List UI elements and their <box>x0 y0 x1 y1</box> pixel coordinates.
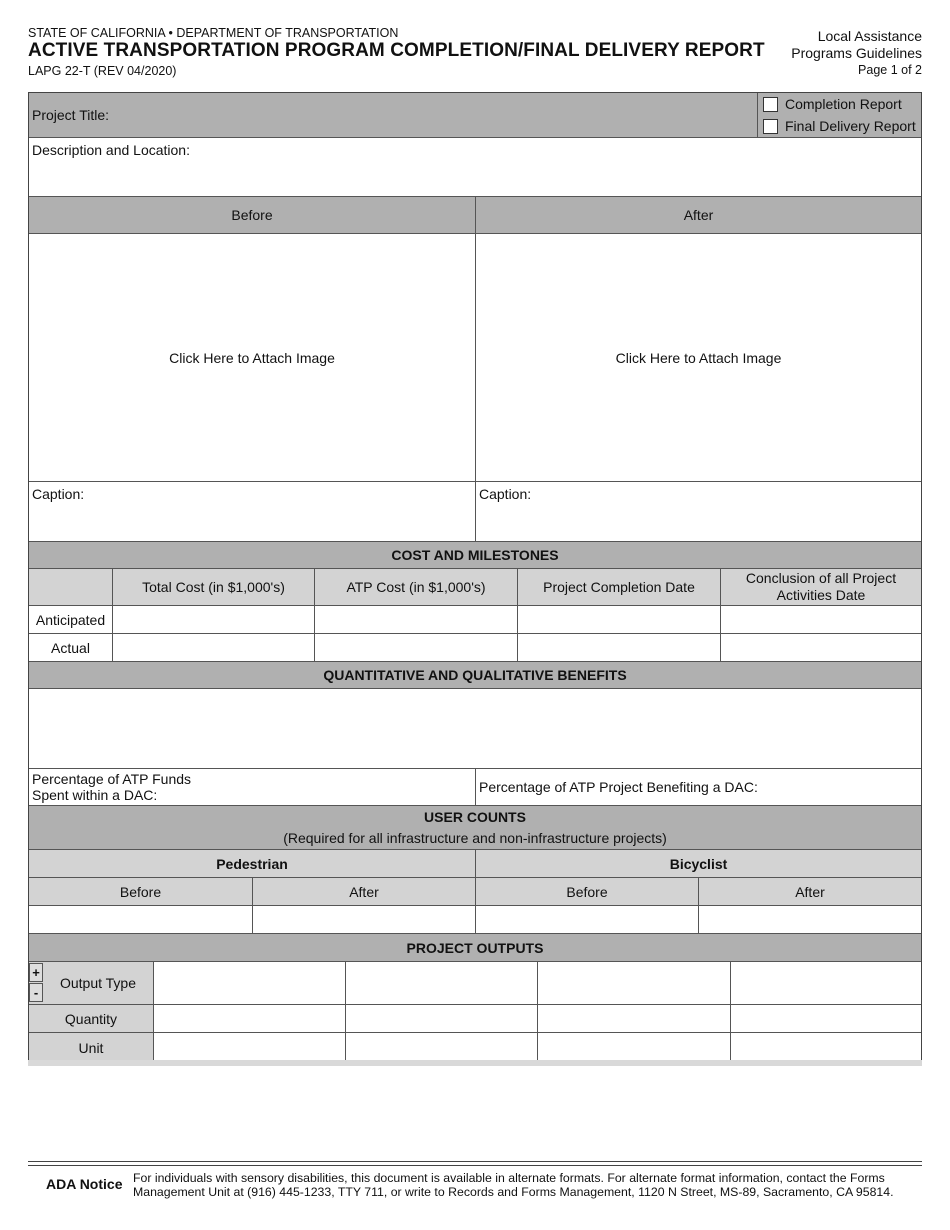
report-type-options <box>758 93 921 137</box>
project-title-row <box>29 93 921 138</box>
bicyclist-after-header: After <box>699 878 921 905</box>
actual-conclusion-date-input[interactable] <box>721 634 921 661</box>
image-row <box>29 234 921 482</box>
form-title: ACTIVE TRANSPORTATION PROGRAM COMPLETION/FINAL DELIVERY REPORT <box>28 40 765 61</box>
after-caption-label: Caption: <box>479 486 532 502</box>
user-counts-subtitle: (Required for all infrastructure and non-infrastructure projects) <box>283 829 667 846</box>
benefits-section-title: QUANTITATIVE AND QUALITATIVE BENEFITS <box>29 662 921 688</box>
cost-section-row <box>29 542 921 569</box>
actual-label: Actual <box>29 634 113 661</box>
output-type-input-3[interactable] <box>538 962 731 1004</box>
pct-project-label: Percentage of ATP Project Benefiting a DAC: <box>479 779 758 795</box>
before-image-attach[interactable]: Click Here to Attach Image <box>29 234 476 481</box>
cost-section-title: COST AND MILESTONES <box>29 542 921 568</box>
output-type-label-cell <box>29 962 154 1004</box>
after-header: After <box>476 197 921 233</box>
anticipated-row <box>29 606 921 634</box>
caption-row <box>29 482 921 542</box>
project-title-label: Project Title: <box>32 107 110 123</box>
user-counts-title: USER COUNTS <box>424 808 526 825</box>
pedestrian-before-header: Before <box>29 878 253 905</box>
count-period-row <box>29 878 921 906</box>
quantity-input-2[interactable] <box>346 1005 538 1032</box>
final-delivery-report-label: Final Delivery Report <box>785 118 916 134</box>
anticipated-completion-date-input[interactable] <box>518 606 721 633</box>
quantity-row <box>29 1005 921 1033</box>
footer-divider-top <box>28 1161 922 1162</box>
bicyclist-before-header: Before <box>476 878 699 905</box>
pedestrian-after-input[interactable] <box>253 906 476 933</box>
completion-report-label: Completion Report <box>785 96 902 112</box>
output-type-input-4[interactable] <box>731 962 921 1004</box>
dac-row <box>29 769 921 806</box>
atp-cost-header: ATP Cost (in $1,000's) <box>315 569 518 605</box>
add-output-button[interactable]: + <box>29 963 43 982</box>
pct-funds-label-line1: Percentage of ATP Funds <box>32 771 192 787</box>
conclusion-date-header: Conclusion of all Project Activities Date <box>721 569 921 605</box>
guidelines-line2: Programs Guidelines <box>791 45 922 61</box>
pct-funds-label-line2: Spent within a DAC: <box>32 787 158 803</box>
benefits-text-field[interactable] <box>29 689 921 768</box>
pedestrian-before-input[interactable] <box>29 906 253 933</box>
outputs-section-title: PROJECT OUTPUTS <box>29 934 921 961</box>
quantity-input-3[interactable] <box>538 1005 731 1032</box>
pedestrian-after-header: After <box>253 878 476 905</box>
image-header-row <box>29 197 921 234</box>
remove-output-button[interactable]: - <box>29 983 43 1002</box>
unit-input-4[interactable] <box>731 1033 921 1062</box>
cost-header-row <box>29 569 921 606</box>
count-input-row <box>29 906 921 934</box>
output-type-input-2[interactable] <box>346 962 538 1004</box>
before-caption-label: Caption: <box>32 486 85 502</box>
description-label: Description and Location: <box>32 142 190 158</box>
cost-corner-cell <box>29 569 113 605</box>
total-cost-header: Total Cost (in $1,000's) <box>113 569 315 605</box>
agency-line: STATE OF CALIFORNIA • DEPARTMENT OF TRANSPORTATION <box>28 26 399 40</box>
unit-input-1[interactable] <box>154 1033 346 1062</box>
quantity-input-1[interactable] <box>154 1005 346 1032</box>
user-counts-section-row <box>29 806 921 850</box>
final-delivery-report-checkbox[interactable] <box>763 119 778 134</box>
table-bottom-shadow <box>28 1060 922 1066</box>
anticipated-total-cost-input[interactable] <box>113 606 315 633</box>
output-type-row <box>29 962 921 1005</box>
user-counts-section <box>29 806 921 849</box>
page-number: Page 1 of 2 <box>858 63 922 77</box>
output-type-input-1[interactable] <box>154 962 346 1004</box>
form-table <box>28 92 922 1063</box>
description-field[interactable] <box>29 138 921 196</box>
actual-completion-date-input[interactable] <box>518 634 721 661</box>
anticipated-atp-cost-input[interactable] <box>315 606 518 633</box>
unit-row <box>29 1033 921 1063</box>
guidelines-block <box>791 28 922 79</box>
actual-atp-cost-input[interactable] <box>315 634 518 661</box>
outputs-section-row <box>29 934 921 962</box>
quantity-input-4[interactable] <box>731 1005 921 1032</box>
guidelines-line1: Local Assistance <box>817 28 922 44</box>
bicyclist-header: Bicyclist <box>476 850 921 877</box>
after-image-attach[interactable]: Click Here to Attach Image <box>615 349 782 366</box>
anticipated-conclusion-date-input[interactable] <box>721 606 921 633</box>
ada-notice-text: For individuals with sensory disabilities, this document is available in alternate formats. For alternate format information, contact the Forms Management Unit at (916) 445-1233, TTY 711, or write to Records and Forms Management, 1120 N Street, MS-89, Sacramento, CA 95814. <box>133 1171 894 1199</box>
project-title-field[interactable] <box>29 93 758 137</box>
description-row <box>29 138 921 197</box>
form-number: LAPG 22-T (REV 04/2020) <box>28 64 177 78</box>
unit-input-2[interactable] <box>346 1033 538 1062</box>
unit-input-3[interactable] <box>538 1033 731 1062</box>
bicyclist-before-input[interactable] <box>476 906 699 933</box>
footer-divider-bottom <box>28 1165 922 1166</box>
user-type-row <box>29 850 921 878</box>
anticipated-label: Anticipated <box>29 606 113 633</box>
ada-notice-label: ADA Notice <box>46 1176 123 1192</box>
before-caption-field[interactable] <box>29 482 476 541</box>
completion-report-checkbox[interactable] <box>763 97 778 112</box>
completion-date-header: Project Completion Date <box>518 569 721 605</box>
pct-project-dac-field[interactable] <box>476 769 921 805</box>
pct-funds-dac-field[interactable] <box>29 769 476 805</box>
final-delivery-report-option[interactable] <box>763 115 916 137</box>
completion-report-option[interactable] <box>763 93 902 115</box>
unit-label: Unit <box>29 1033 154 1062</box>
actual-row <box>29 634 921 662</box>
actual-total-cost-input[interactable] <box>113 634 315 661</box>
pedestrian-header: Pedestrian <box>29 850 476 877</box>
benefits-section-row <box>29 662 921 689</box>
benefits-text-row <box>29 689 921 769</box>
after-caption-field[interactable] <box>476 482 921 541</box>
quantity-label: Quantity <box>29 1005 154 1032</box>
bicyclist-after-input[interactable] <box>699 906 921 933</box>
before-header: Before <box>29 197 476 233</box>
output-type-label: Output Type <box>59 975 136 991</box>
